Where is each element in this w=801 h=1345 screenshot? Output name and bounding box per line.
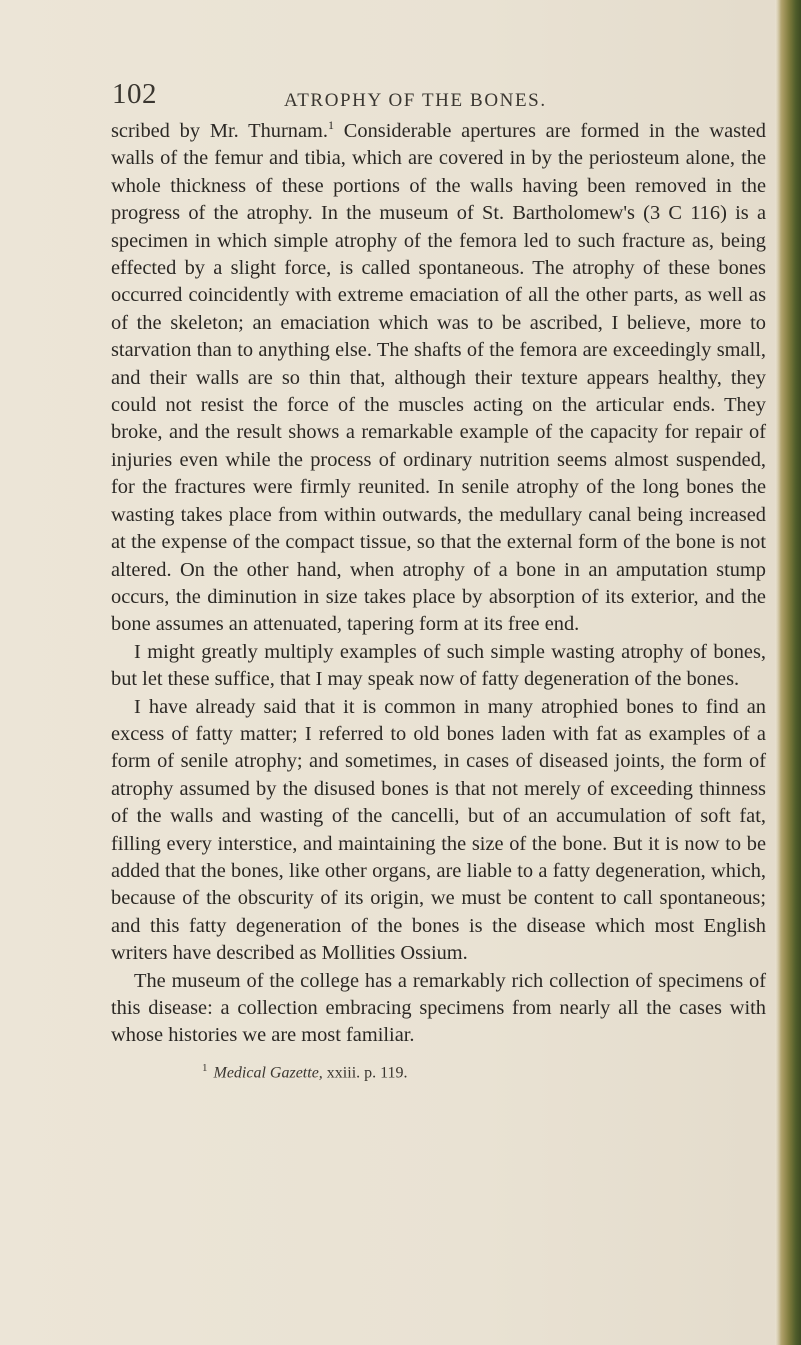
body-text <box>111 118 766 1050</box>
footnote-source: Medical Gazette, <box>213 1064 323 1082</box>
paragraph-1 <box>111 118 766 639</box>
paragraph-4: The museum of the college has a remarkably rich collection of specimens of this disease: a collection embracing specimens from nearly all the cases with whose histories we are most familiar. <box>111 969 766 1047</box>
paragraph-3: I have already said that it is common in many atrophied bones to find an excess of fatty matter; I referred to old bones laden with fat as examples of a form of senile atrophy; and sometimes, in cases of diseased joints, the form of atrophy assumed by the disused bones is that not merely of exceeding thinness of the walls and wasting of the cancelli, but of an accumulation of soft fat, filling every interstice, and maintaining the size of the bone. But it is now to be added that the bones, like other organs, are liable to a fatty degeneration, which, because of the obscurity of its origin, we must be content to call spontaneous; and this fatty degeneration of the bones is the disease which most English writers have described as Mollities Ossium. <box>111 695 766 965</box>
footnote <box>202 1058 408 1083</box>
paragraph-2: I might greatly multiply examples of such simple wasting atrophy of bones, but let these suffice, that I may speak now of fatty degeneration of the bones. <box>111 640 766 691</box>
footnote-detail: xxiii. p. 119. <box>322 1064 408 1082</box>
paragraph-1-rest: Considerable apertures are formed in the wasted walls of the femur and tibia, which are covered in by the periosteum alone, the whole thickness of these portions of the walls having been removed in the progress of the atrophy. In the museum of St. Bartholomew's (3 C 116) is a specimen in which simple atrophy of the femora led to such fracture as, being effected by a slight force, is called spontaneous. The atrophy of these bones occurred coincidently with extreme emaciation of all the other parts, as well as of the skeleton; an emaciation which was to be ascribed, I believe, more to starvation than to anything else. The shafts of the femora are exceedingly small, and their walls are so thin that, although their texture appears healthy, they could not resist the force of the muscles acting on the articular ends. They broke, and the result shows a remarkable example of the capacity for repair of injuries even while the process of ordinary nutrition seems almost suspended, for the fractures were firmly reunited. In senile atrophy of the long bones the wasting takes place from within outwards, the medullary canal being increased at the expense of the compact tissue, so that the external form of the bone is not altered. On the other hand, when atrophy of a bone in an amputation stump occurs, the diminution in size takes place by absorption of its exterior, and the bone assumes an attenuated, tapering form at its free end. <box>111 120 766 636</box>
footnote-mark: 1 <box>202 1062 208 1074</box>
page-edge-shadow <box>775 0 801 1345</box>
running-title: ATROPHY OF THE BONES. <box>284 90 547 111</box>
page-number: 102 <box>112 78 157 110</box>
paragraph-1-start: scribed by Mr. Thurnam. <box>111 120 328 142</box>
footnote-reference: 1 <box>328 118 334 133</box>
